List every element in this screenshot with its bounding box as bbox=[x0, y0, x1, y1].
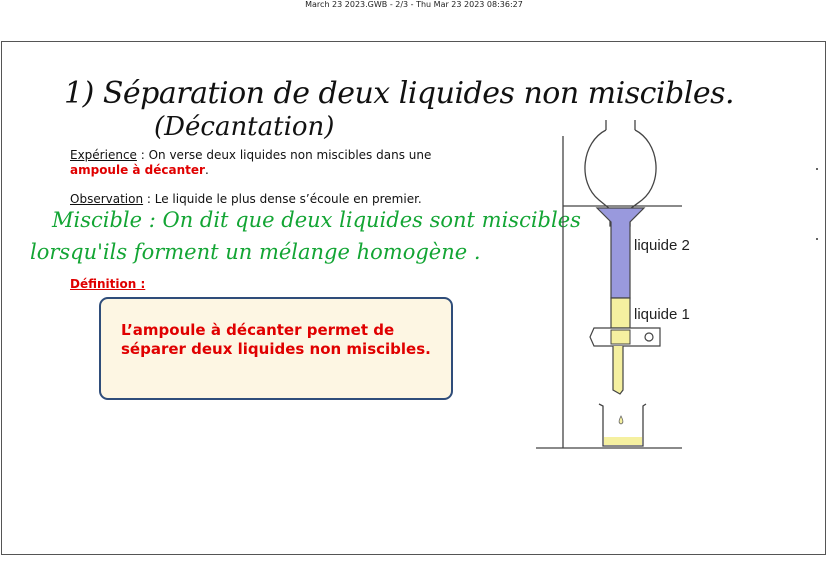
lower-liquid bbox=[611, 298, 630, 328]
beaker-liquid bbox=[604, 437, 642, 445]
experience-sep: : bbox=[136, 148, 149, 162]
label-liquide-1: liquide 1 bbox=[634, 306, 690, 323]
funnel-stem bbox=[613, 346, 623, 394]
definition-sep: : bbox=[136, 277, 146, 291]
window-title: March 23 2023.GWB - 2/3 - Thu Mar 23 2023 08:36:27 bbox=[305, 0, 523, 9]
stopcock-bore bbox=[611, 330, 630, 344]
label-liquide-2: liquide 2 bbox=[634, 237, 690, 254]
experience-highlight: ampoule à décanter bbox=[70, 163, 205, 177]
falling-drop bbox=[619, 416, 623, 424]
definition-text: L’ampoule à décanter permet de séparer deux liquides non miscibles. bbox=[121, 321, 431, 358]
whiteboard-page bbox=[1, 41, 826, 555]
funnel-neck bbox=[606, 120, 635, 130]
observation-label: Observation bbox=[70, 192, 144, 206]
observation-sep: : bbox=[143, 192, 155, 206]
experience-end: . bbox=[204, 163, 209, 177]
stray-dot bbox=[816, 168, 818, 170]
handwritten-note-line-2: lorsqu'ils forment un mélange homogène . bbox=[30, 240, 481, 264]
separatory-funnel-diagram bbox=[2, 42, 827, 556]
section-subtitle: (Décantation) bbox=[154, 112, 335, 142]
experience-text: On verse deux liquides non miscibles dans une bbox=[148, 148, 432, 162]
experience-label: Expérience bbox=[70, 148, 137, 162]
observation-text: Le liquide le plus dense s’écoule en premier. bbox=[154, 192, 422, 206]
definition-label: Définition bbox=[70, 277, 137, 291]
section-title: 1) Séparation de deux liquides non miscibles. bbox=[64, 76, 735, 111]
handwritten-note-line-1: Miscible : On dit que deux liquides sont miscibles bbox=[52, 208, 581, 232]
stray-dot bbox=[816, 238, 818, 240]
